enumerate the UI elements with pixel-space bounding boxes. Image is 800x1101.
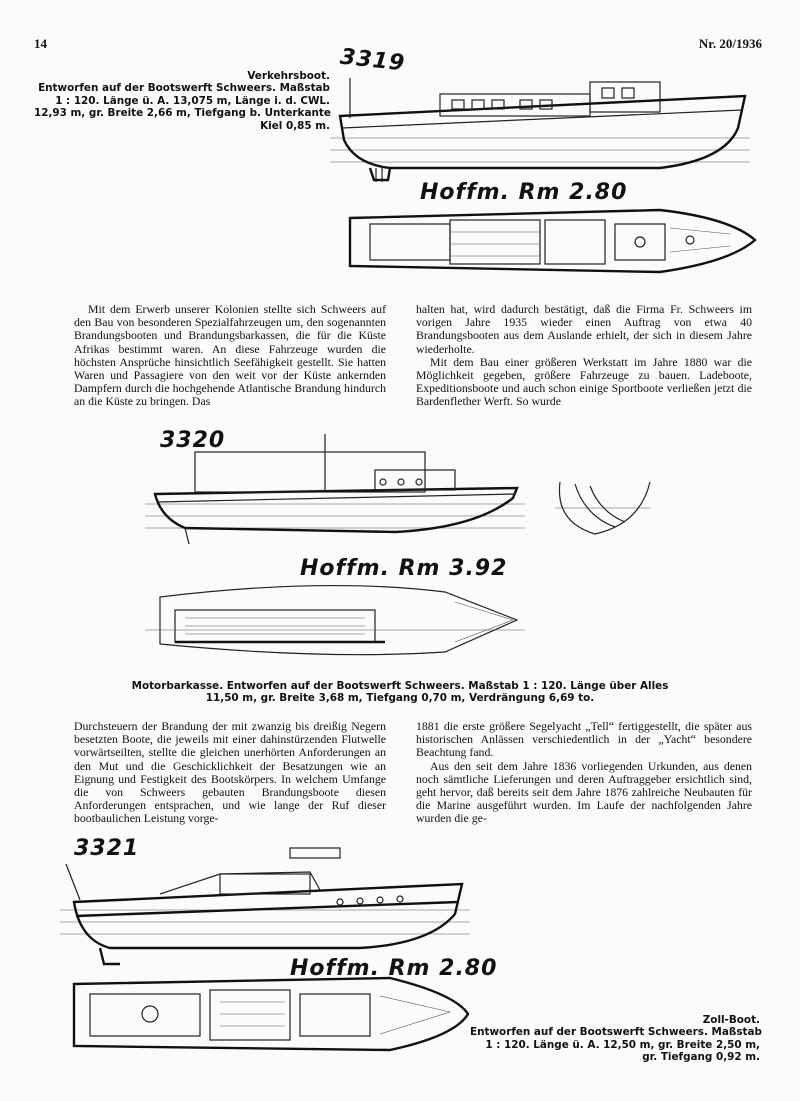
figure-2-number: 3320 <box>160 428 226 453</box>
text-block-1-left: Mit dem Erwerb unserer Kolonien stellte sich Schweers auf den Bau von besonderen Spezialfahrzeugen um, den sogenannten Brandungsbooten und Brandungsbarkassen, die für die Küste Afrikas bestimmt waren. An diese Fahrzeuge wurden die höchsten Ansprüche hinsichtlich Seefähigkeit gestellt. Sie hatten Waren und Passagiere von den weit vor der Küste ankernden Dampfern durch die hochgehende Atlantische Brandung hindurch an die Küste zu bringen. Das <box>74 302 386 409</box>
motorbarkasse-side-view <box>145 434 525 544</box>
figure-3-number: 3321 <box>74 836 140 861</box>
figure-2-price-note: Hoffm. Rm 3.92 <box>300 556 508 581</box>
figure-1-number: 3319 <box>338 44 407 77</box>
verkehrsboot-side-view <box>330 78 750 182</box>
zollboot-side-view <box>60 848 470 964</box>
figure-1-caption: Verkehrsboot. Entworfen auf der Bootswerft Schweers. Maßstab 1 : 120. Länge ü. A. 13,075 m, Länge i. d. CWL. 12,93 m, gr. Breite 2,66 m, Tiefgang b. Unterkante Kiel 0,85 m. <box>34 70 331 132</box>
zollboot-deck-plan <box>74 978 468 1050</box>
text-block-2-right: 1881 die erste größere Segelyacht „Tell“ fertiggestellt, die später aus historischen Anlässen verschiedentlich in der „Yacht“ besondere Beachtung fand. Aus den seit dem Jahre 1836 vorliegenden Urkunden, aus denen noch sämtliche Lieferungen und deren Auftraggeber ersichtlich sind, geht hervor, daß bereits seit dem Jahre 1876 zahlreiche Neubauten für die Marine ausgeführt wurden. Im Laufe der nachfolgenden Jahre wurden die ge- <box>416 719 752 826</box>
verkehrsboot-deck-plan <box>350 210 755 272</box>
figure-1-drawing <box>330 68 760 278</box>
issue-number: Nr. 20/1936 <box>698 36 762 51</box>
figure-3-price-note: Hoffm. Rm 2.80 <box>290 956 498 981</box>
figure-3-caption: Zoll-Boot. Entworfen auf der Bootswerft Schweers. Maßstab 1 : 120. Länge ü. A. 12,50 m, gr. Breite 2,50 m, gr. Tiefgang 0,92 m. <box>470 1014 762 1064</box>
figure-1-price-note: Hoffm. Rm 2.80 <box>420 180 628 205</box>
page-number: 14 <box>34 36 47 51</box>
motorbarkasse-deck-plan <box>145 586 525 655</box>
motorbarkasse-section <box>555 482 650 534</box>
text-block-2-left: Durchsteuern der Brandung der mit zwanzig bis dreißig Negern besetzten Boote, die jeweils mit einer dahinstürzenden Flutwelle vorwärtseilten, stellte die gleichen unerhörten Anforderungen an den Mut und die Geschicklichkeit der Besatzungen wie an Eignung und Festigkeit des Bootskörpers. In welchem Umfange die von Schweers gebauten Brandungsboote diesen Anforderungen entsprachen, und wie lange der Ruf dieser bootbaulichen Leistung vorge- <box>74 719 386 826</box>
text-block-1-right: halten hat, wird dadurch bestätigt, daß die Firma Fr. Schweers im vorigen Jahre 1935 wieder einen Auftrag von etwa 40 Brandungsbooten aus dem Auslande erhielt, der sich in diesem Jahre wiederholte. Mit dem Bau einer größeren Werkstatt im Jahre 1880 war die Möglichkeit gegeben, größere Fahrzeuge zu bauen. Ladeboote, Expeditionsboote und auch schon einige Sportboote verließen jetzt die Bardenflether Werft. So wurde <box>416 302 752 409</box>
figure-2-caption: Motorbarkasse. Entworfen auf der Bootswerft Schweers. Maßstab 1 : 120. Länge über Alles 11,50 m, gr. Breite 3,68 m, Tiefgang 0,70 m, Verdrängung 6,69 to. <box>131 680 669 705</box>
figure-3-drawing <box>60 844 480 1074</box>
figure-2-drawing <box>145 432 665 672</box>
